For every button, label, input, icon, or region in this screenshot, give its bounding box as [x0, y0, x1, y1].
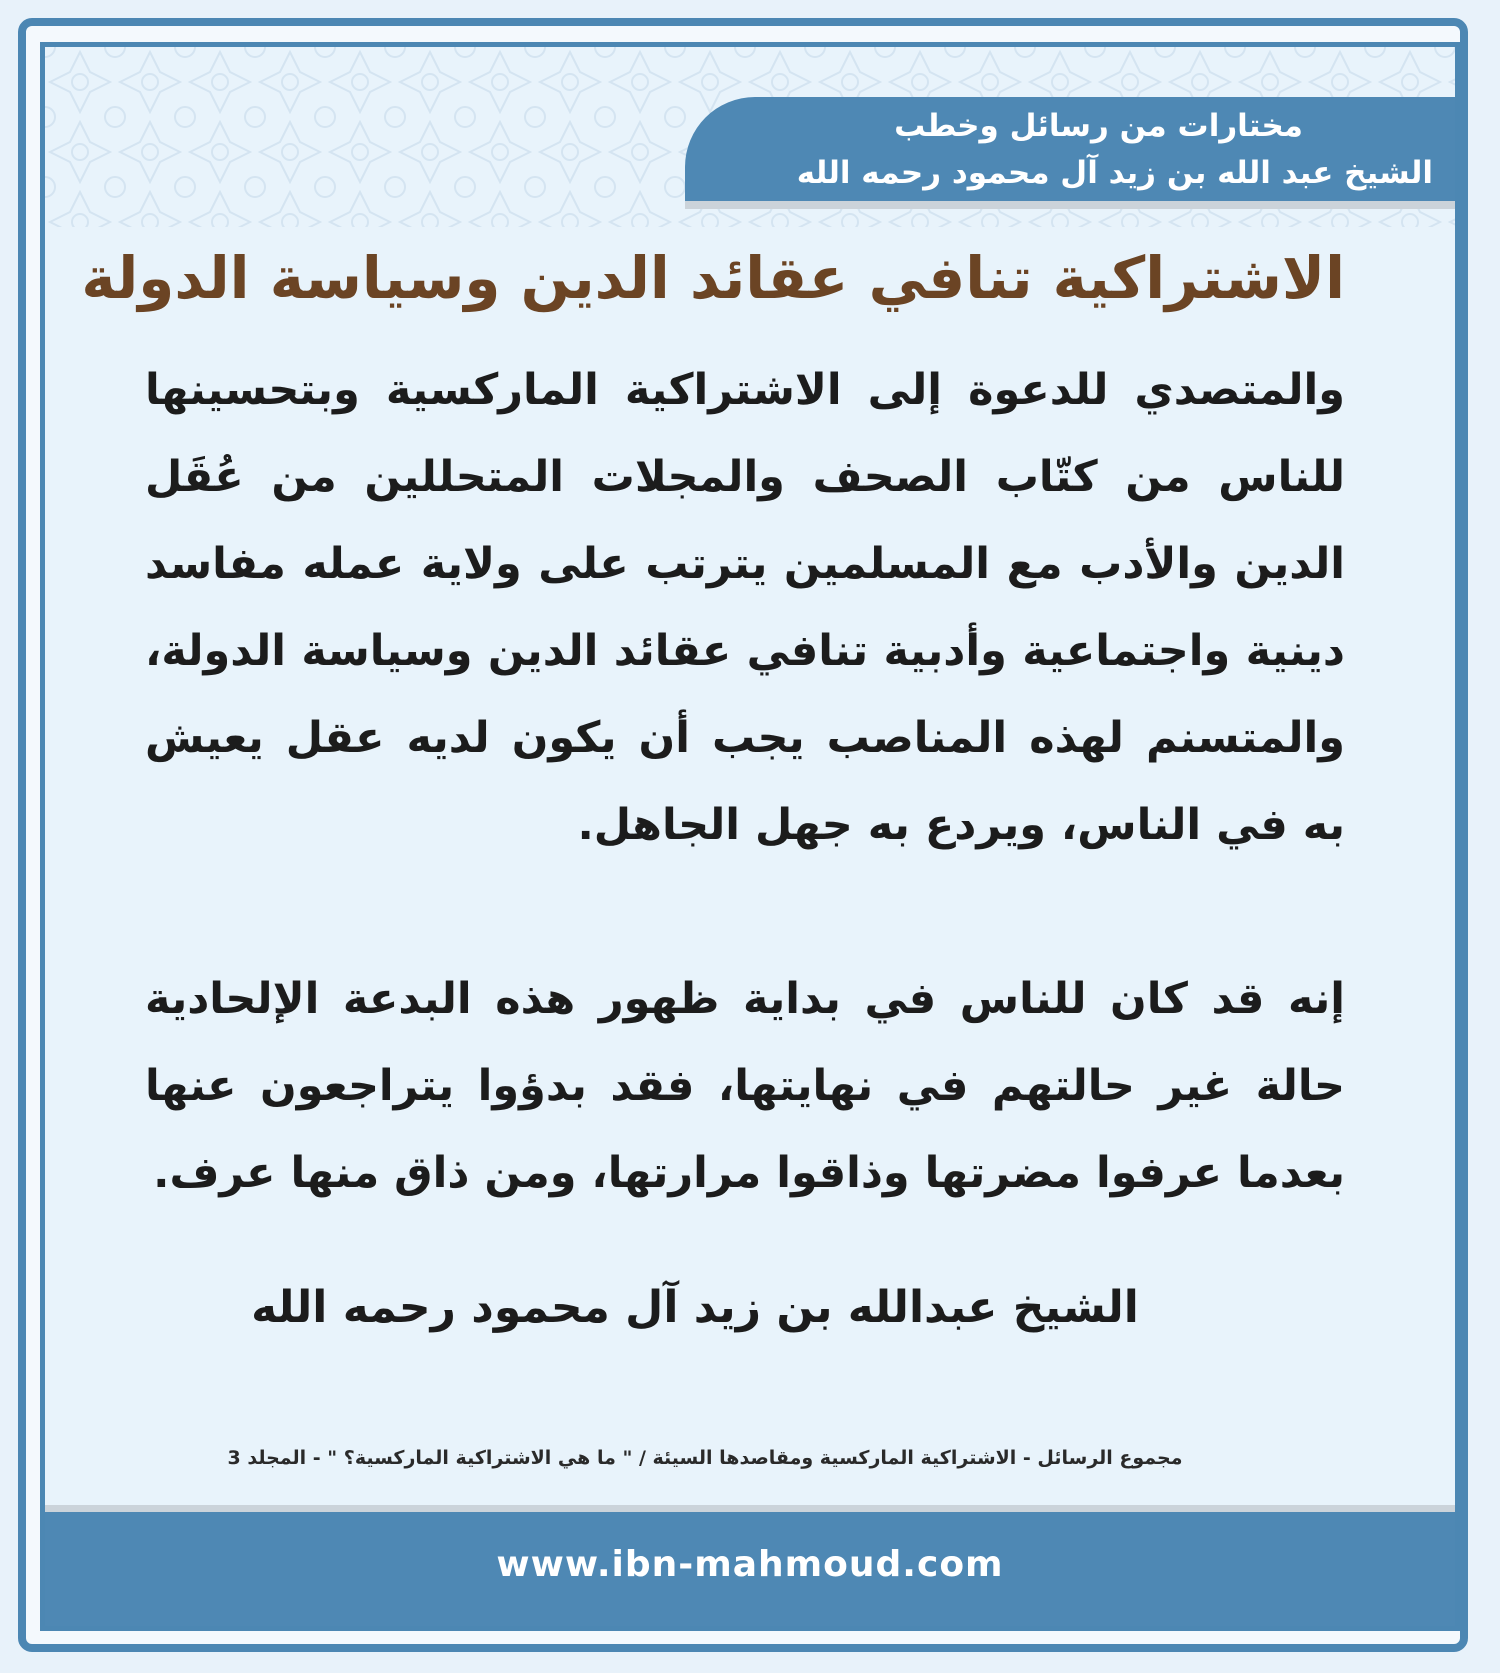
quote-paragraph-2: إنه قد كان للناس في بداية ظهور هذه البدعة الإلحادية حالة غير حالتهم في نهايتها، فقد بدؤوا يتراجعون عنها بعدما عرفوا مضرتها وذاقوا مرارتها، ومن ذاق منها عرف.: [145, 974, 1345, 1198]
header-banner: [685, 97, 1455, 209]
content-card: [40, 42, 1460, 1631]
footer-bar: [45, 1512, 1455, 1626]
header-series-title: مختارات من رسائل وخطب: [894, 108, 1303, 144]
author-signature: الشيخ عبدالله بن زيد آل محمود رحمه الله: [251, 1282, 1139, 1333]
quote-paragraph-1: والمتصدي للدعوة إلى الاشتراكية الماركسية وبتحسينها للناس من كتّاب الصحف والمجلات المتحللين من عُقَل الدين والأدب مع المسلمين يترتب على ولاية عمله مفاسد دينية واجتماعية وأدبية تنافي عقائد الدين وسياسة الدولة، والمتسنم لهذه المناصب يجب أن يكون لديه عقل يعيش به في الناس، ويردع به جهل الجاهل.: [145, 365, 1345, 850]
page-title: الاشتراكية تنافي عقائد الدين وسياسة الدولة: [81, 244, 1345, 312]
quote-body: [145, 347, 1345, 1217]
source-citation: مجموع الرسائل - الاشتراكية الماركسية ومقاصدها السيئة / " ما هي الاشتراكية الماركسية؟ " - المجلد 3: [227, 1447, 1183, 1469]
website-link[interactable]: www.ibn-mahmoud.com: [496, 1544, 1004, 1585]
header-author-name: الشيخ عبد الله بن زيد آل محمود رحمه الله: [796, 155, 1433, 191]
